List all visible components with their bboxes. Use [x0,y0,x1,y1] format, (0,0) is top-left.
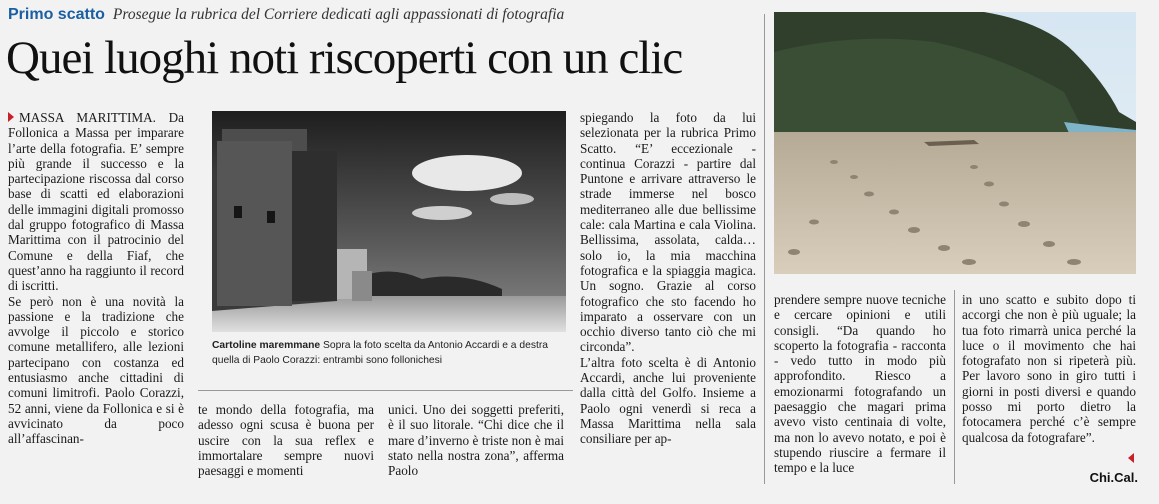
paragraph: L’altra foto scelta è di Antonio Accardi, anche lui proveniente dalla città del Golfo. Insieme a Paolo ogni venerdì si reca a Massa Marittima nella sala consiliare per ap- [580,354,756,447]
text-column-6 [962,292,1136,445]
article-headline: Quei luoghi noti riscoperti con un clic [6,32,683,84]
kicker-description: Prosegue la rubrica del Corriere dedicati agli appassionati di fotografia [112,6,565,23]
text-column-4 [580,110,756,447]
paragraph: spiegando la foto da lui selezionata per la rubrica Primo Scatto. “E’ eccezionale - continua Corazzi - partire dal Puntone e arrivare attraverso le strade immerse nel bosco mediterraneo alle due bellissime cale: cala Martina e cala Violina. Bellissima, assolata, calda… solo io, la mia macchina fotografica e la spiaggia magica. Un sogno. Grazie al corso fotografico che sto facendo ho imparato a osservare con un occhio diverso tanto ciò che mi circonda”. [580,110,756,355]
text-column-5 [774,292,946,476]
paragraph-text: Da Follonica a Massa per imparare l’arte della fotografia. E’ sempre più grande il successo e la partecipazione riscossa dal corso base di scatti ed elaborazioni delle immagini digitali promosso dal gruppo fotografico di Massa Marittima con il patrocinio del Comune e della Fiaf, che quest’anno ha raggiunto il record di iscritti. [8,110,184,294]
text-column-2 [198,402,374,478]
photo-coastal-tower [212,111,566,332]
kicker-label: Primo scatto [8,6,105,23]
caption-rule [198,390,573,391]
column-rule [764,14,765,484]
dateline: MASSA MARITTIMA. [19,110,156,125]
paragraph: unici. Uno dei soggetti preferiti, è il suo litorale. “Chi dice che il mare d’inverno è triste non è mai stato nella nostra zona”, afferma Paolo [388,402,564,479]
caption-text: Sopra la foto scelta da Antonio Accardi e a destra quella di Paolo Corazzi: entrambi sono follonichesi [212,340,549,366]
photo-caption [212,338,566,368]
text-column-3 [388,402,564,478]
paragraph: in uno scatto e subito dopo ti accorgi che non è più uguale; la tua foto rimarrà unica perché la luce o il movimento che hai fotografato non si ripeterà più. Per lavoro sono in giro tutti i giorni in posti diversi e quando posso mi porto dietro la fotocamera perché c’è sempre qualcosa da fotografare”. [962,292,1136,445]
paragraph: te mondo della fotografia, ma adesso ogni scusa è buona per uscire con la sua reflex e immortalare sempre nuovi paesaggi e momenti [198,402,374,479]
paragraph: prendere sempre nuove tecniche e cercare opinioni e utili consigli. “Da quando ho scoperto la fotografia - racconta - vedo tutto in modo più approfondito. Riesco a emozionarmi fotografando un paesaggio che magari prima avevo visto centinaia di volte, ma non lo avevo notato, e poi è stupendo riuscire a fermare il tempo e la luce [774,292,946,476]
photo-beach-footprints [774,12,1136,274]
section-kicker [8,6,564,24]
end-mark-icon [1128,453,1134,463]
column-rule [954,290,955,484]
arrow-right-icon [8,112,14,122]
text-column-1 [8,110,184,447]
author-signature: Chi.Cal. [1089,470,1138,485]
caption-title: Cartoline maremmane [212,340,321,351]
paragraph [8,110,184,294]
paragraph: Se però non è una novità la passione e la tradizione che avvolge il piccolo e storico comune metallifero, alle lezioni partecipano con costanza ed entusiasmo anche cittadini di comuni limitrofi. Paolo Corazzi, 52 anni, viene da Follonica e si è avvicinato da poco all’affascinan- [8,293,184,447]
